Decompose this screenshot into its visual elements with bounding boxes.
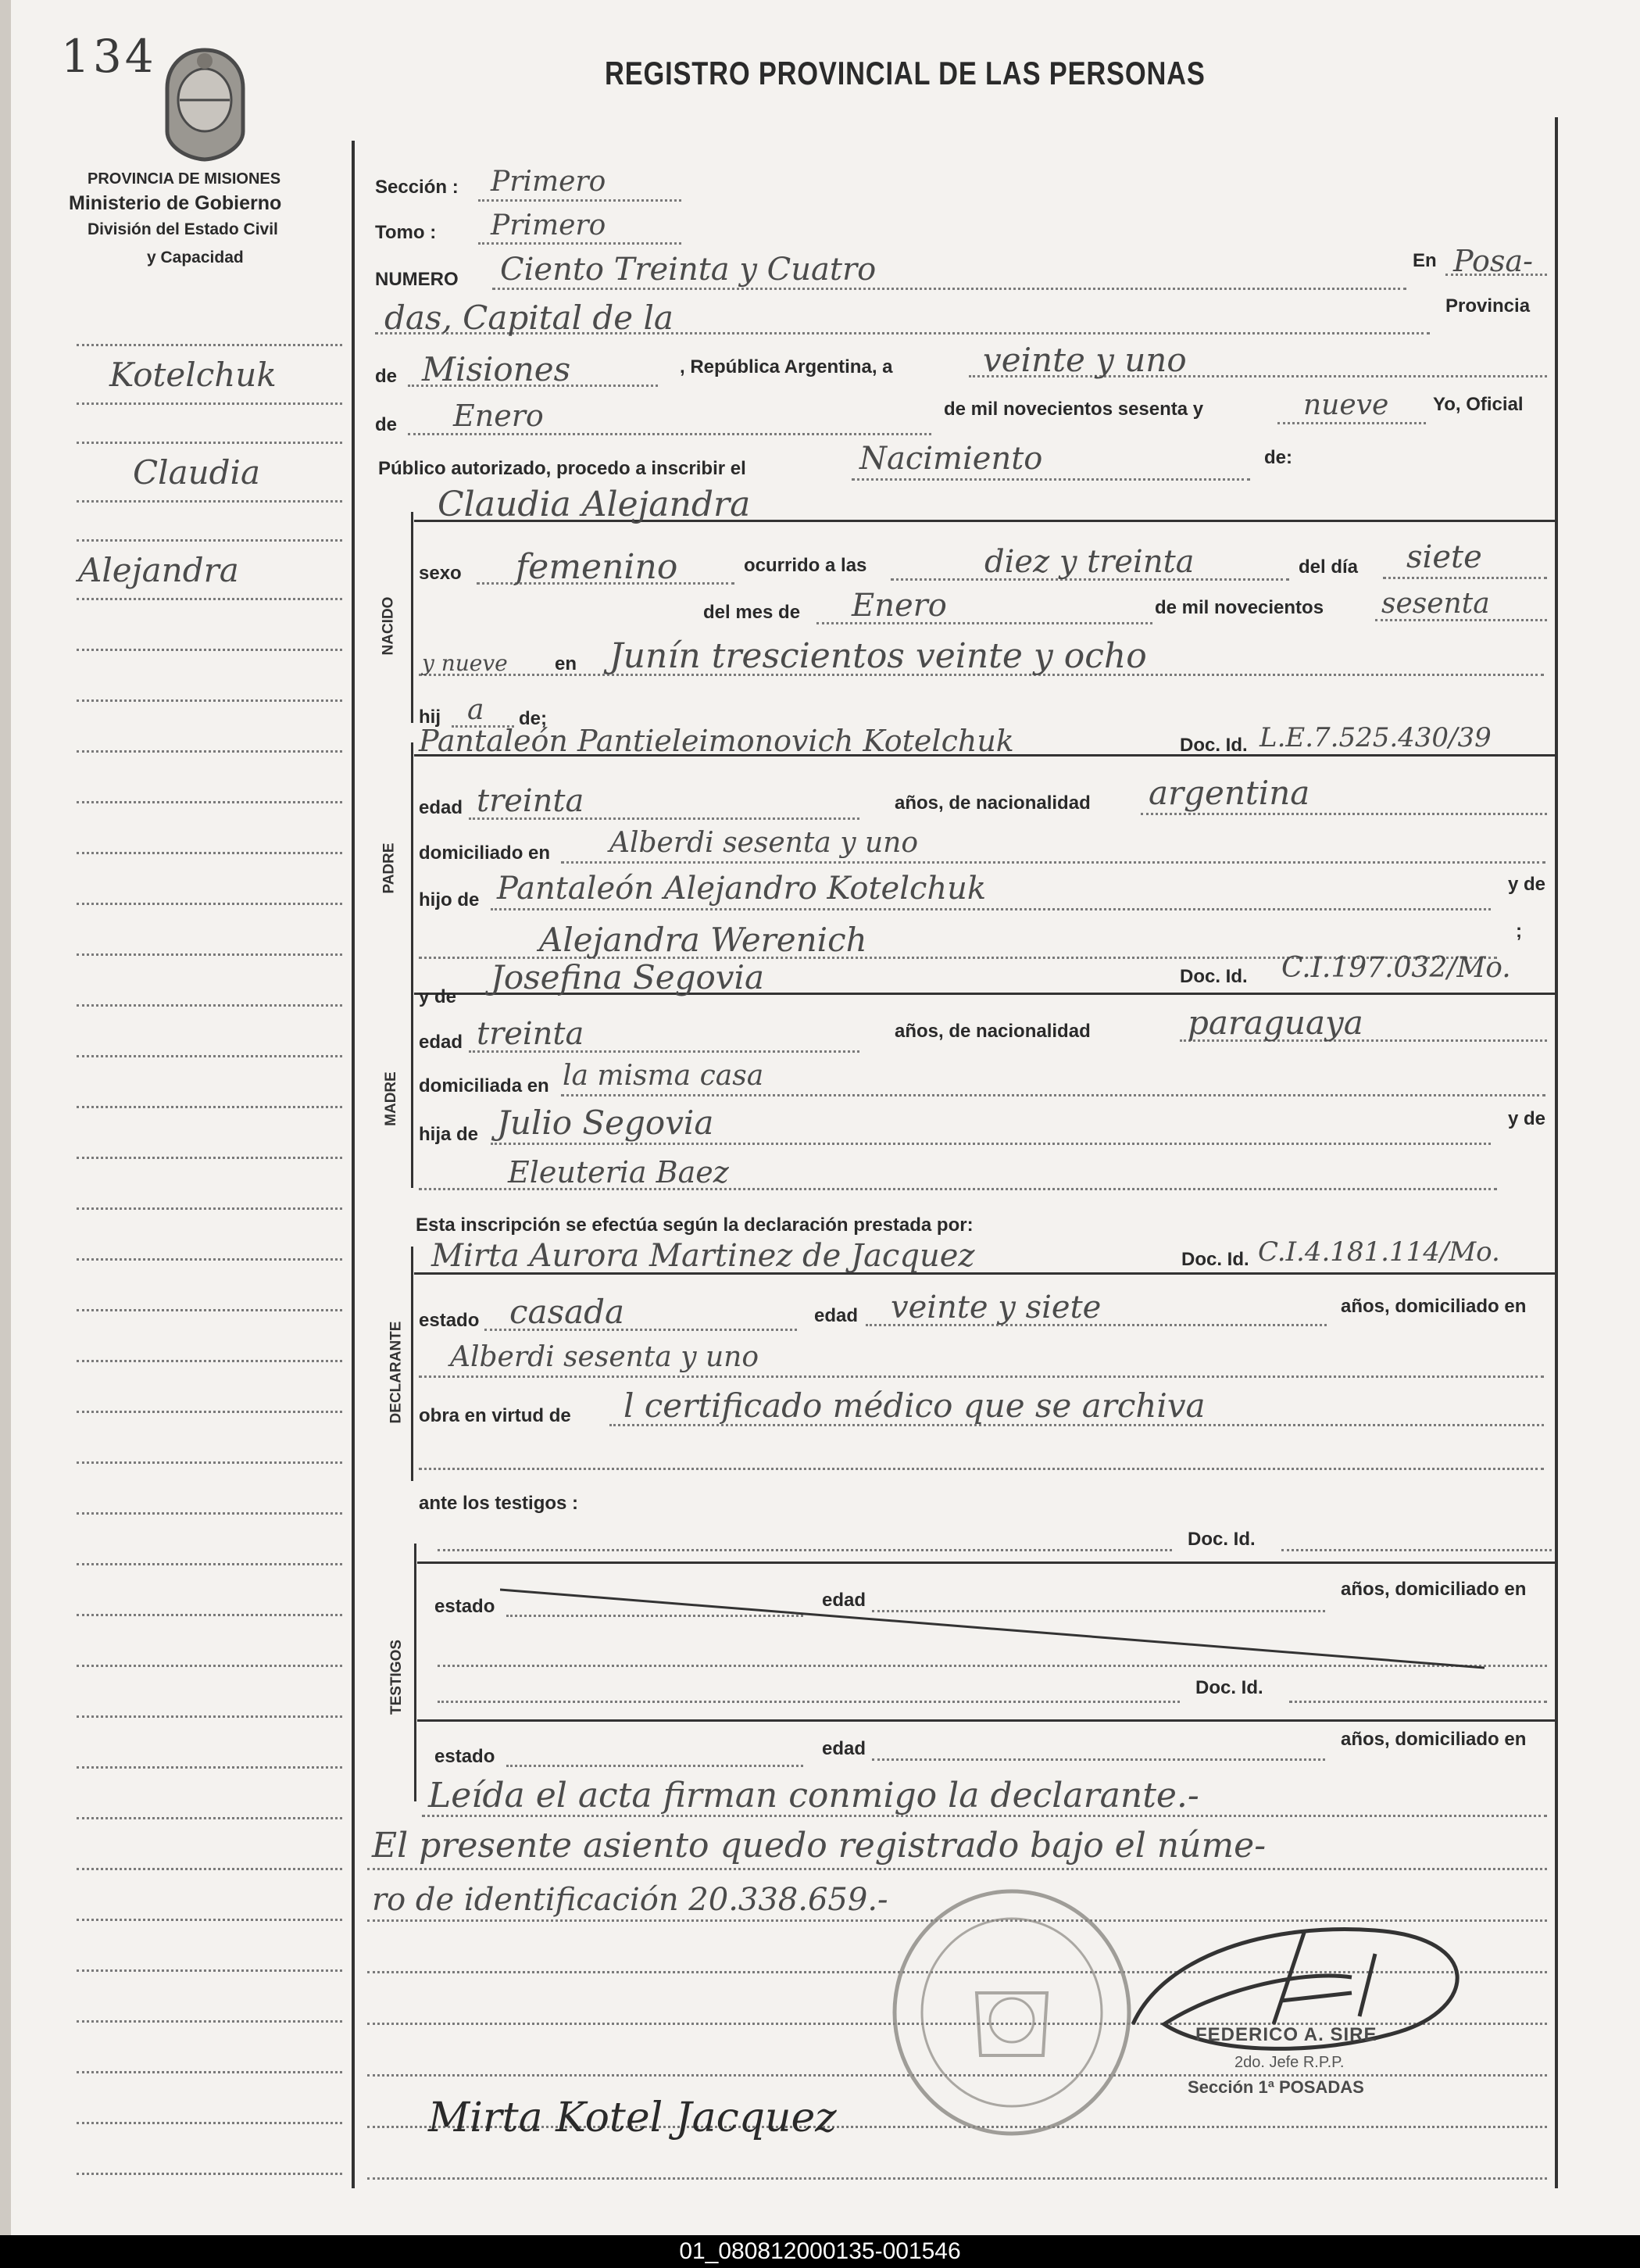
publico-label: Público autorizado, procedo a inscribir el — [378, 458, 746, 479]
padre-edad-value: treinta — [477, 783, 584, 819]
section-testigos-label: TESTIGOS — [388, 1639, 406, 1715]
seccion-value: Primero — [491, 166, 606, 198]
testigo1-estado-label: estado — [434, 1596, 495, 1617]
en-nac-label: en — [555, 653, 577, 674]
provincia-label: Provincia — [1445, 295, 1531, 317]
madre-y-de-label: y de — [419, 986, 457, 1007]
del-dia-label: del día — [1299, 556, 1359, 578]
decl-nombre-value: Mirta Aurora Martinez de Jacquez — [431, 1238, 975, 1274]
anio-nac-value: sesenta — [1381, 588, 1490, 620]
de-label-2: de — [375, 414, 398, 435]
decl-anos-label: años, domiciliado en — [1341, 1296, 1527, 1317]
padre-doc-value: L.E.7.525.430/39 — [1259, 722, 1492, 753]
testigos-label: ante los testigos : — [419, 1493, 579, 1514]
yo-oficial-label: Yo, Oficial — [1433, 394, 1524, 415]
official-signature-icon — [1117, 1907, 1492, 2071]
decl-edad-label: edad — [814, 1305, 859, 1326]
padre-madre-value: Alejandra Werenich — [539, 921, 867, 959]
hora-value: diez y treinta — [984, 544, 1195, 580]
madre-nac-value: paraguaya — [1188, 1003, 1363, 1042]
ministry-name: Ministerio de Gobierno — [69, 192, 282, 214]
decl-doc-label: Doc. Id. — [1181, 1249, 1249, 1270]
hij-label: hij — [419, 707, 441, 728]
de-label-1: de — [375, 366, 398, 387]
madre-y-de-label-2: y de — [1508, 1108, 1546, 1129]
dia-nac-value: siete — [1406, 539, 1482, 575]
stamp-role: 2do. Jefe R.P.P. — [1234, 2054, 1345, 2071]
en-label: En — [1413, 250, 1437, 271]
ocurrido-label: ocurrido a las — [744, 555, 867, 576]
decl-edad-value: veinte y siete — [891, 1290, 1102, 1325]
padre-nombre-value: Pantaleón Pantieleimonovich Kotelchuk — [419, 724, 1014, 758]
madre-dom-label: domiciliada en — [419, 1075, 549, 1096]
stamp-section: Sección 1ª POSADAS — [1188, 2077, 1364, 2097]
numero-label: NUMERO — [375, 269, 459, 290]
testigo2-edad-label: edad — [822, 1738, 866, 1759]
testigo1-anos-label: años, domiciliado en — [1341, 1579, 1527, 1600]
testigo1-edad-label: edad — [822, 1590, 866, 1611]
section-padre-label: PADRE — [381, 842, 398, 894]
coat-of-arms-icon — [156, 45, 254, 163]
de-colon-label: de: — [1264, 447, 1292, 468]
padre-semicolon: ; — [1516, 921, 1522, 942]
mes-value: Enero — [453, 399, 544, 433]
tomo-label: Tomo : — [375, 222, 437, 243]
en-lugar-value: Posa- — [1453, 244, 1533, 278]
padre-nac-label: años, de nacionalidad — [895, 792, 1091, 814]
page-title: REGISTRO PROVINCIAL DE LAS PERSONAS — [605, 55, 1206, 91]
padre-dom-label: domiciliado en — [419, 842, 551, 864]
madre-hija-de-label: hija de — [419, 1124, 479, 1145]
testigo1-doc-label: Doc. Id. — [1188, 1529, 1256, 1550]
margin-first-name: Claudia — [133, 453, 261, 492]
republica-label: , República Argentina, a — [680, 356, 893, 377]
sexo-value: femenino — [516, 547, 678, 587]
section-madre-label: MADRE — [382, 1071, 399, 1126]
madre-dom-value: la misma casa — [563, 1060, 764, 1092]
strike-line — [500, 1587, 1485, 1672]
madre-nac-label: años, de nacionalidad — [895, 1021, 1091, 1042]
padre-nac-value: argentina — [1149, 774, 1310, 812]
madre-edad-value: treinta — [477, 1016, 584, 1052]
image-id-footer: 01_080812000135-001546 — [0, 2235, 1640, 2268]
decl-dom-value: Alberdi sesenta y uno — [450, 1341, 759, 1373]
obra-label: obra en virtud de — [419, 1405, 571, 1426]
madre-nombre-value: Josefina Segovia — [491, 958, 764, 996]
page-number: 134 — [61, 30, 157, 83]
hij-suffix-value: a — [467, 694, 484, 726]
testigo2-anos-label: años, domiciliado en — [1341, 1729, 1527, 1750]
sexo-label: sexo — [419, 563, 462, 584]
mes-nac-value: Enero — [852, 588, 947, 624]
madre-doc-value: C.I.197.032/Mo. — [1281, 952, 1511, 984]
official-stamp-icon — [883, 1883, 1141, 2141]
madre-hija-de-value: Julio Segovia — [497, 1104, 714, 1142]
decl-estado-label: estado — [419, 1310, 480, 1331]
section-nacido-label: NACIDO — [380, 596, 397, 656]
decl-doc-value: C.I.4.181.114/Mo. — [1258, 1236, 1500, 1268]
note-line-1: Leída el acta firman conmigo la declarante.- — [428, 1776, 1199, 1815]
margin-surname: Kotelchuk — [109, 356, 277, 394]
del-mes-label: del mes de — [703, 602, 801, 623]
margin-second-name: Alejandra — [78, 551, 239, 589]
section-declarante-label: DECLARANTE — [388, 1321, 405, 1424]
lugar-cont-value: das, Capital de la — [384, 299, 674, 337]
madre-edad-label: edad — [419, 1032, 463, 1053]
division-name: División del Estado Civil — [88, 220, 278, 238]
stamp-name: FEDERICO A. SIRE — [1195, 2024, 1377, 2045]
mil-novecientos-label: de mil novecientos — [1155, 597, 1324, 618]
dia-value: veinte y uno — [983, 341, 1187, 379]
note-line-2: El presente asiento quedo registrado bajo el núme- — [372, 1826, 1267, 1866]
nombre-value: Claudia Alejandra — [438, 485, 751, 524]
declarant-signature: Mirta Kotel Jacquez — [428, 2095, 837, 2141]
seccion-label: Sección : — [375, 177, 459, 198]
anio-value: nueve — [1303, 389, 1389, 421]
tomo-value: Primero — [491, 209, 606, 241]
obra-value: l certificado médico que se archiva — [623, 1386, 1206, 1425]
padre-doc-label: Doc. Id. — [1180, 735, 1248, 756]
provincia-value: Misiones — [422, 350, 571, 388]
mil-sesenta-label: de mil novecientos sesenta y — [944, 399, 1204, 420]
decl-estado-value: casada — [509, 1293, 625, 1331]
de-semi-label: de; — [519, 708, 547, 729]
padre-edad-label: edad — [419, 797, 463, 818]
padre-y-de-label: y de — [1508, 874, 1546, 895]
lugar-nac-value: Junín trescientos veinte y ocho — [609, 636, 1147, 676]
padre-hijo-de-value: Pantaleón Alejandro Kotelchuk — [497, 871, 987, 907]
province-name: PROVINCIA DE MISIONES — [88, 170, 281, 188]
numero-value: Ciento Treinta y Cuatro — [500, 252, 877, 288]
padre-hijo-de-label: hijo de — [419, 889, 480, 910]
anio-nac-cont-value: y nueve — [422, 650, 508, 676]
padre-dom-value: Alberdi sesenta y uno — [609, 827, 919, 859]
acto-value: Nacimiento — [859, 441, 1043, 477]
testigo2-estado-label: estado — [434, 1746, 495, 1767]
madre-madre-value: Eleuteria Baez — [508, 1155, 729, 1189]
note-line-3: ro de identificación 20.338.659.- — [372, 1882, 888, 1918]
declaracion-label: Esta inscripción se efectúa según la declaración prestada por: — [416, 1214, 974, 1236]
madre-doc-label: Doc. Id. — [1180, 966, 1248, 987]
testigo2-doc-label: Doc. Id. — [1195, 1677, 1263, 1698]
division-name-2: y Capacidad — [147, 249, 244, 267]
